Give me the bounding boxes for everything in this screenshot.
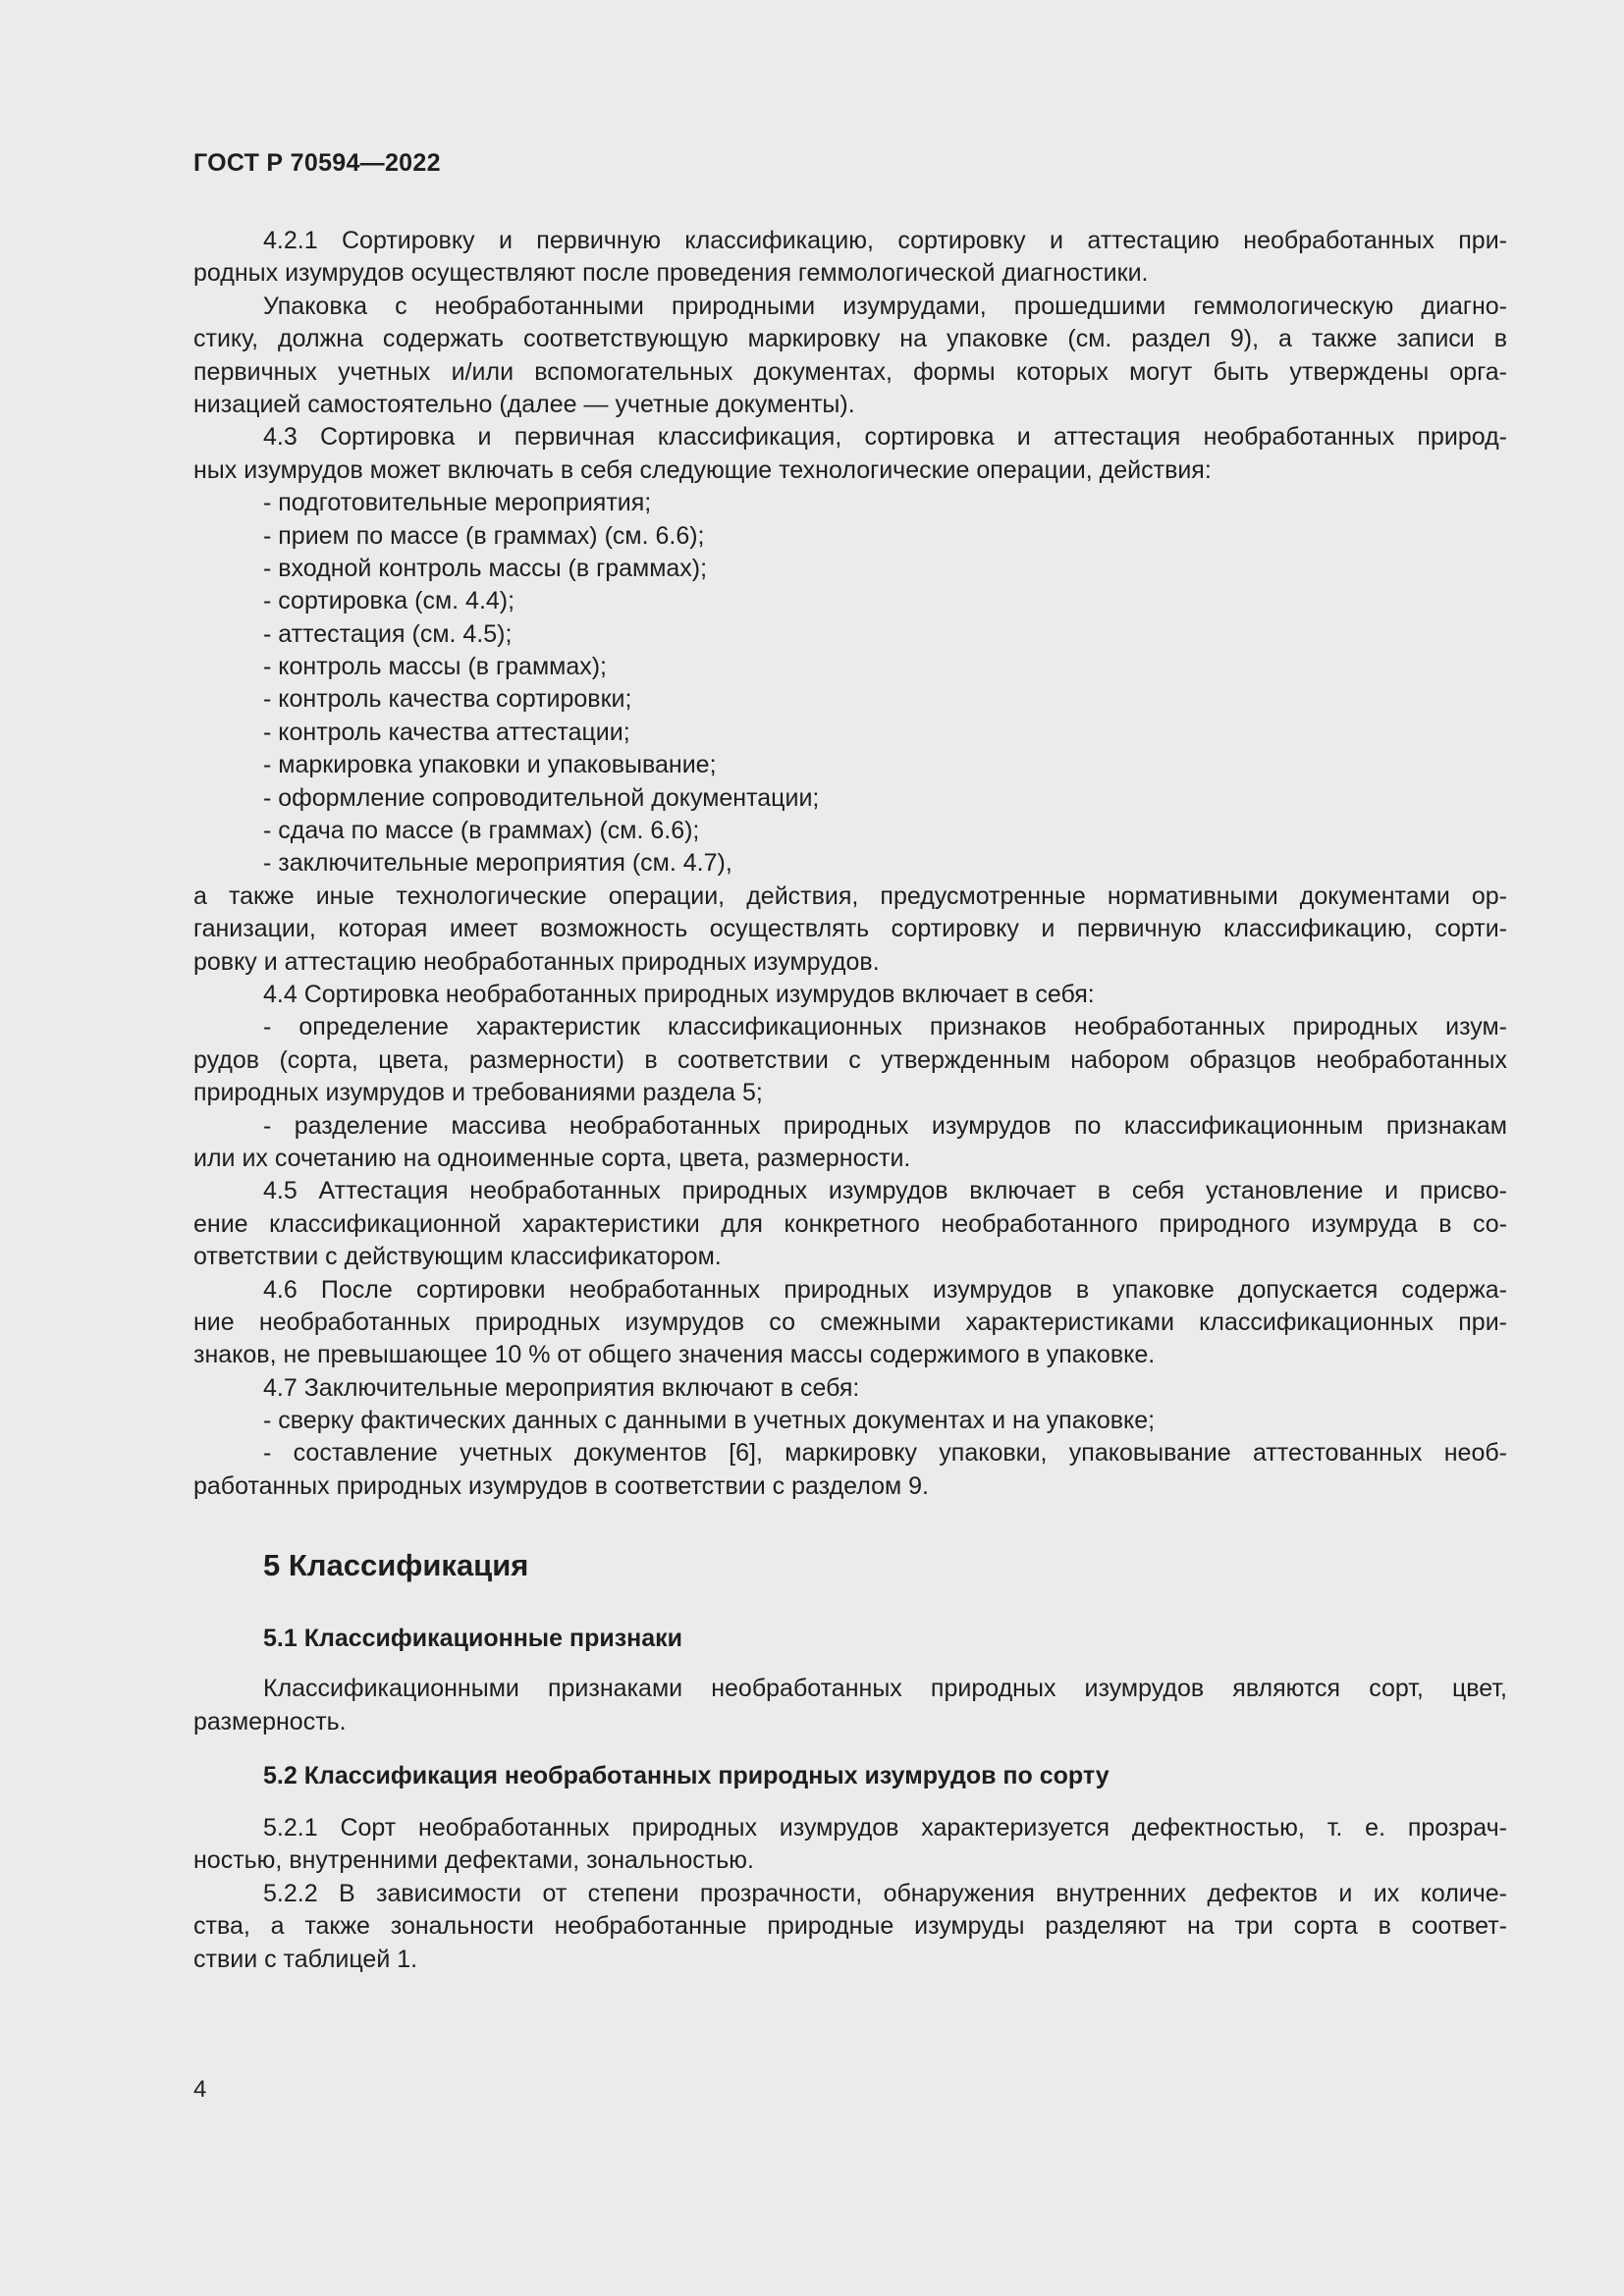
section-heading: 5 Классификация (263, 1548, 529, 1583)
list-item: - заключительные мероприятия (см. 4.7), (263, 849, 732, 878)
paragraph-line: низацией самостоятельно (далее — учетные документы). (193, 390, 855, 418)
list-item: - сдача по массе (в граммах) (см. 6.6); (263, 817, 700, 845)
subsection-heading: 5.1 Классификационные признаки (263, 1625, 683, 1653)
paragraph-line: ных изумрудов может включать в себя следующие технологические операции, действия: (193, 455, 1212, 484)
list-item: - сортировка (см. 4.4); (263, 587, 515, 615)
list-item: - контроль качества аттестации; (263, 718, 630, 746)
paragraph-line: ганизации, которая имеет возможность осуществлять сортировку и первичную классификацию, сорти- (193, 915, 1507, 943)
list-item: - прием по массе (в граммах) (см. 6.6); (263, 521, 705, 550)
list-item: - подготовительные мероприятия; (263, 489, 652, 517)
paragraph-line: первичных учетных и/или вспомогательных документах, формы которых могут быть утверждены орга- (193, 357, 1507, 386)
paragraph-line: работанных природных изумрудов в соответствии с разделом 9. (193, 1471, 929, 1500)
paragraph-line: или их сочетанию на одноименные сорта, цвета, размерности. (193, 1144, 911, 1172)
paragraph-line: природных изумрудов и требованиями раздела 5; (193, 1079, 763, 1107)
paragraph-line: - определение характеристик классификационных признаков необработанных природных изум- (263, 1013, 1507, 1041)
paragraph-line: 4.6 После сортировки необработанных природных изумрудов в упаковке допускается содержа- (263, 1275, 1507, 1304)
paragraph-line: 4.2.1 Сортировку и первичную классификацию, сортировку и аттестацию необработанных при- (263, 227, 1507, 254)
paragraph-line: - сверку фактических данных с данными в учетных документах и на упаковке; (263, 1407, 1156, 1435)
paragraph-line: родных изумрудов осуществляют после проведения геммологической диагностики. (193, 259, 1149, 288)
document-id-header: ГОСТ Р 70594—2022 (193, 149, 441, 177)
paragraph-line: Упаковка с необработанными природными изумрудами, прошедшими геммологическую диагно- (263, 292, 1507, 320)
paragraph-line: ответствии с действующим классификатором. (193, 1243, 722, 1271)
list-item: - аттестация (см. 4.5); (263, 619, 513, 648)
paragraph-line: Классификационными признаками необработанных природных изумрудов являются сорт, цвет, (263, 1675, 1507, 1703)
list-item: - контроль качества сортировки; (263, 685, 632, 714)
paragraph-line: знаков, не превышающее 10 % от общего значения массы содержимого в упаковке. (193, 1341, 1156, 1369)
paragraph-line: 4.3 Сортировка и первичная классификация, сортировка и аттестация необработанных природ- (263, 423, 1507, 452)
paragraph-line: ства, а также зональности необработанные природные изумруды разделяют на три сорта в соответ- (193, 1912, 1507, 1941)
subsection-heading: 5.2 Классификация необработанных природных изумрудов по сорту (263, 1762, 1110, 1790)
list-item: - оформление сопроводительной документации; (263, 783, 820, 812)
paragraph-line: ровку и аттестацию необработанных природных изумрудов. (193, 947, 880, 976)
paragraph-line: 4.7 Заключительные мероприятия включают в себя: (263, 1373, 860, 1402)
paragraph-line: ствии с таблицей 1. (193, 1945, 418, 1973)
paragraph-line: 4.5 Аттестация необработанных природных изумрудов включает в себя установление и присво- (263, 1177, 1507, 1205)
list-item: - входной контроль массы (в граммах); (263, 554, 708, 582)
paragraph-line: - составление учетных документов [6], маркировку упаковки, упаковывание аттестованных необ- (263, 1439, 1507, 1468)
paragraph-line: ностью, внутренними дефектами, зональностью. (193, 1846, 754, 1875)
paragraph-line: рудов (сорта, цвета, размерности) в соответствии с утвержденным набором образцов необработанных (193, 1045, 1507, 1074)
paragraph-line: ение классификационной характеристики для конкретного необработанного природного изумруда в со- (193, 1209, 1507, 1238)
paragraph-line: а также иные технологические операции, действия, предусмотренные нормативными документами ор- (193, 881, 1507, 910)
paragraph-line: стику, должна содержать соответствующую маркировку на упаковке (см. раздел 9), а также записи в (193, 325, 1507, 353)
page-body (193, 225, 1507, 1976)
paragraph-line: 4.4 Сортировка необработанных природных изумрудов включает в себя: (263, 980, 1095, 1008)
paragraph-line: 5.2.2 В зависимости от степени прозрачности, обнаружения внутренних дефектов и их количе- (263, 1879, 1507, 1907)
page-number: 4 (193, 2076, 207, 2103)
paragraph-line: ние необработанных природных изумрудов со смежными характеристиками классификационных при- (193, 1308, 1507, 1336)
list-item: - контроль массы (в граммах); (263, 653, 607, 681)
paragraph-line: 5.2.1 Сорт необработанных природных изумрудов характеризуется дефектностью, т. е. прозрач- (263, 1814, 1507, 1842)
list-item: - маркировка упаковки и упаковывание; (263, 751, 717, 779)
paragraph-line: размерность. (193, 1707, 347, 1735)
paragraph-line: - разделение массива необработанных природных изумрудов по классификационным признакам (263, 1111, 1507, 1140)
